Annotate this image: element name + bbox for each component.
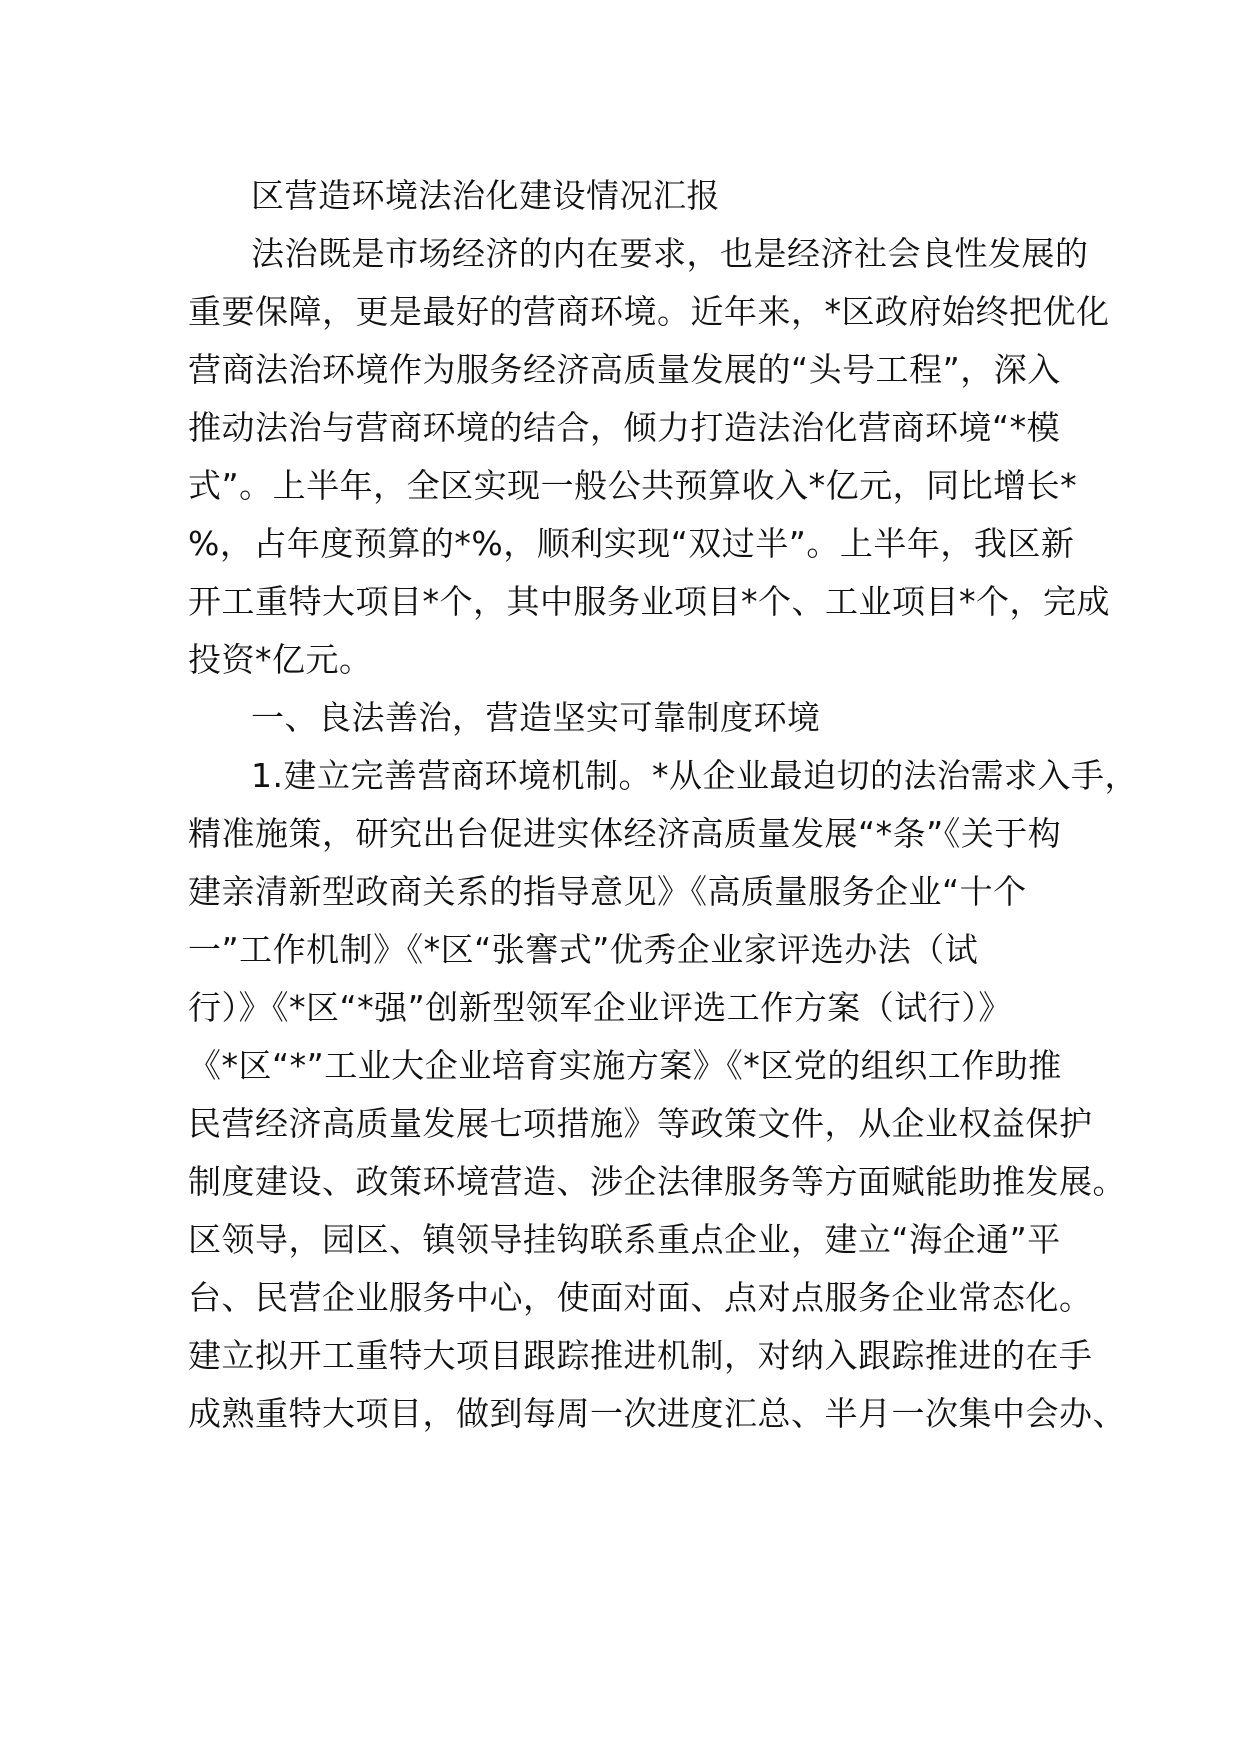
- item-line: 区领导，园区、镇领导挂钩联系重点企业，建立“海企通”平: [188, 1220, 1061, 1259]
- document-title: 区营造环境法治化建设情况汇报: [251, 176, 720, 215]
- intro-line: %，占年度预算的*%，顺利实现“双过半”。上半年，我区新: [188, 524, 1075, 563]
- intro-line: 开工重特大项目*个，其中服务业项目*个、工业项目*个，完成: [188, 582, 1110, 621]
- item-line: 制度建设、政策环境营造、涉企法律服务等方面赋能助推发展。: [188, 1162, 1126, 1201]
- section-heading: 一、良法善治，营造坚实可靠制度环境: [251, 698, 821, 737]
- item-line: 行）》《*区“*强”创新型领军企业评选工作方案（试行）》: [188, 988, 1012, 1027]
- item-line: 建亲清新型政商关系的指导意见》《高质量服务企业“十个: [188, 872, 1027, 911]
- intro-line: 营商法治环境作为服务经济高质量发展的“头号工程”，深入: [188, 350, 1061, 389]
- item-line: 《*区“*”工业大企业培育实施方案》《*区党的组织工作助推: [188, 1046, 1062, 1085]
- intro-line: 重要保障，更是最好的营商环境。近年来，*区政府始终把优化: [188, 292, 1110, 331]
- item-line: 台、民营企业服务中心，使面对面、点对点服务企业常态化。: [188, 1278, 1093, 1317]
- item-line: 一”工作机制》《*区“张謇式”优秀企业家评选办法（试: [188, 930, 979, 969]
- intro-line: 投资*亿元。: [188, 640, 373, 679]
- item-line: 民营经济高质量发展七项措施》等政策文件，从企业权益保护: [188, 1104, 1093, 1143]
- item-line: 建立拟开工重特大项目跟踪推进机制，对纳入跟踪推进的在手: [188, 1336, 1093, 1375]
- intro-line: 推动法治与营商环境的结合，倾力打造法治化营商环境“*模: [188, 408, 1061, 447]
- intro-line: 法治既是市场经济的内在要求，也是经济社会良性发展的: [251, 234, 1089, 273]
- intro-line: 式”。上半年，全区实现一般公共预算收入*亿元，同比增长*: [188, 466, 1078, 505]
- item-line: 精准施策，研究出台促进实体经济高质量发展“*条”《关于构: [188, 814, 1062, 853]
- item-line: 成熟重特大项目，做到每周一次进度汇总、半月一次集中会办、: [188, 1394, 1126, 1433]
- item-line: 1.建立完善营商环境机制。*从企业最迫切的法治需求入手，: [251, 756, 1138, 795]
